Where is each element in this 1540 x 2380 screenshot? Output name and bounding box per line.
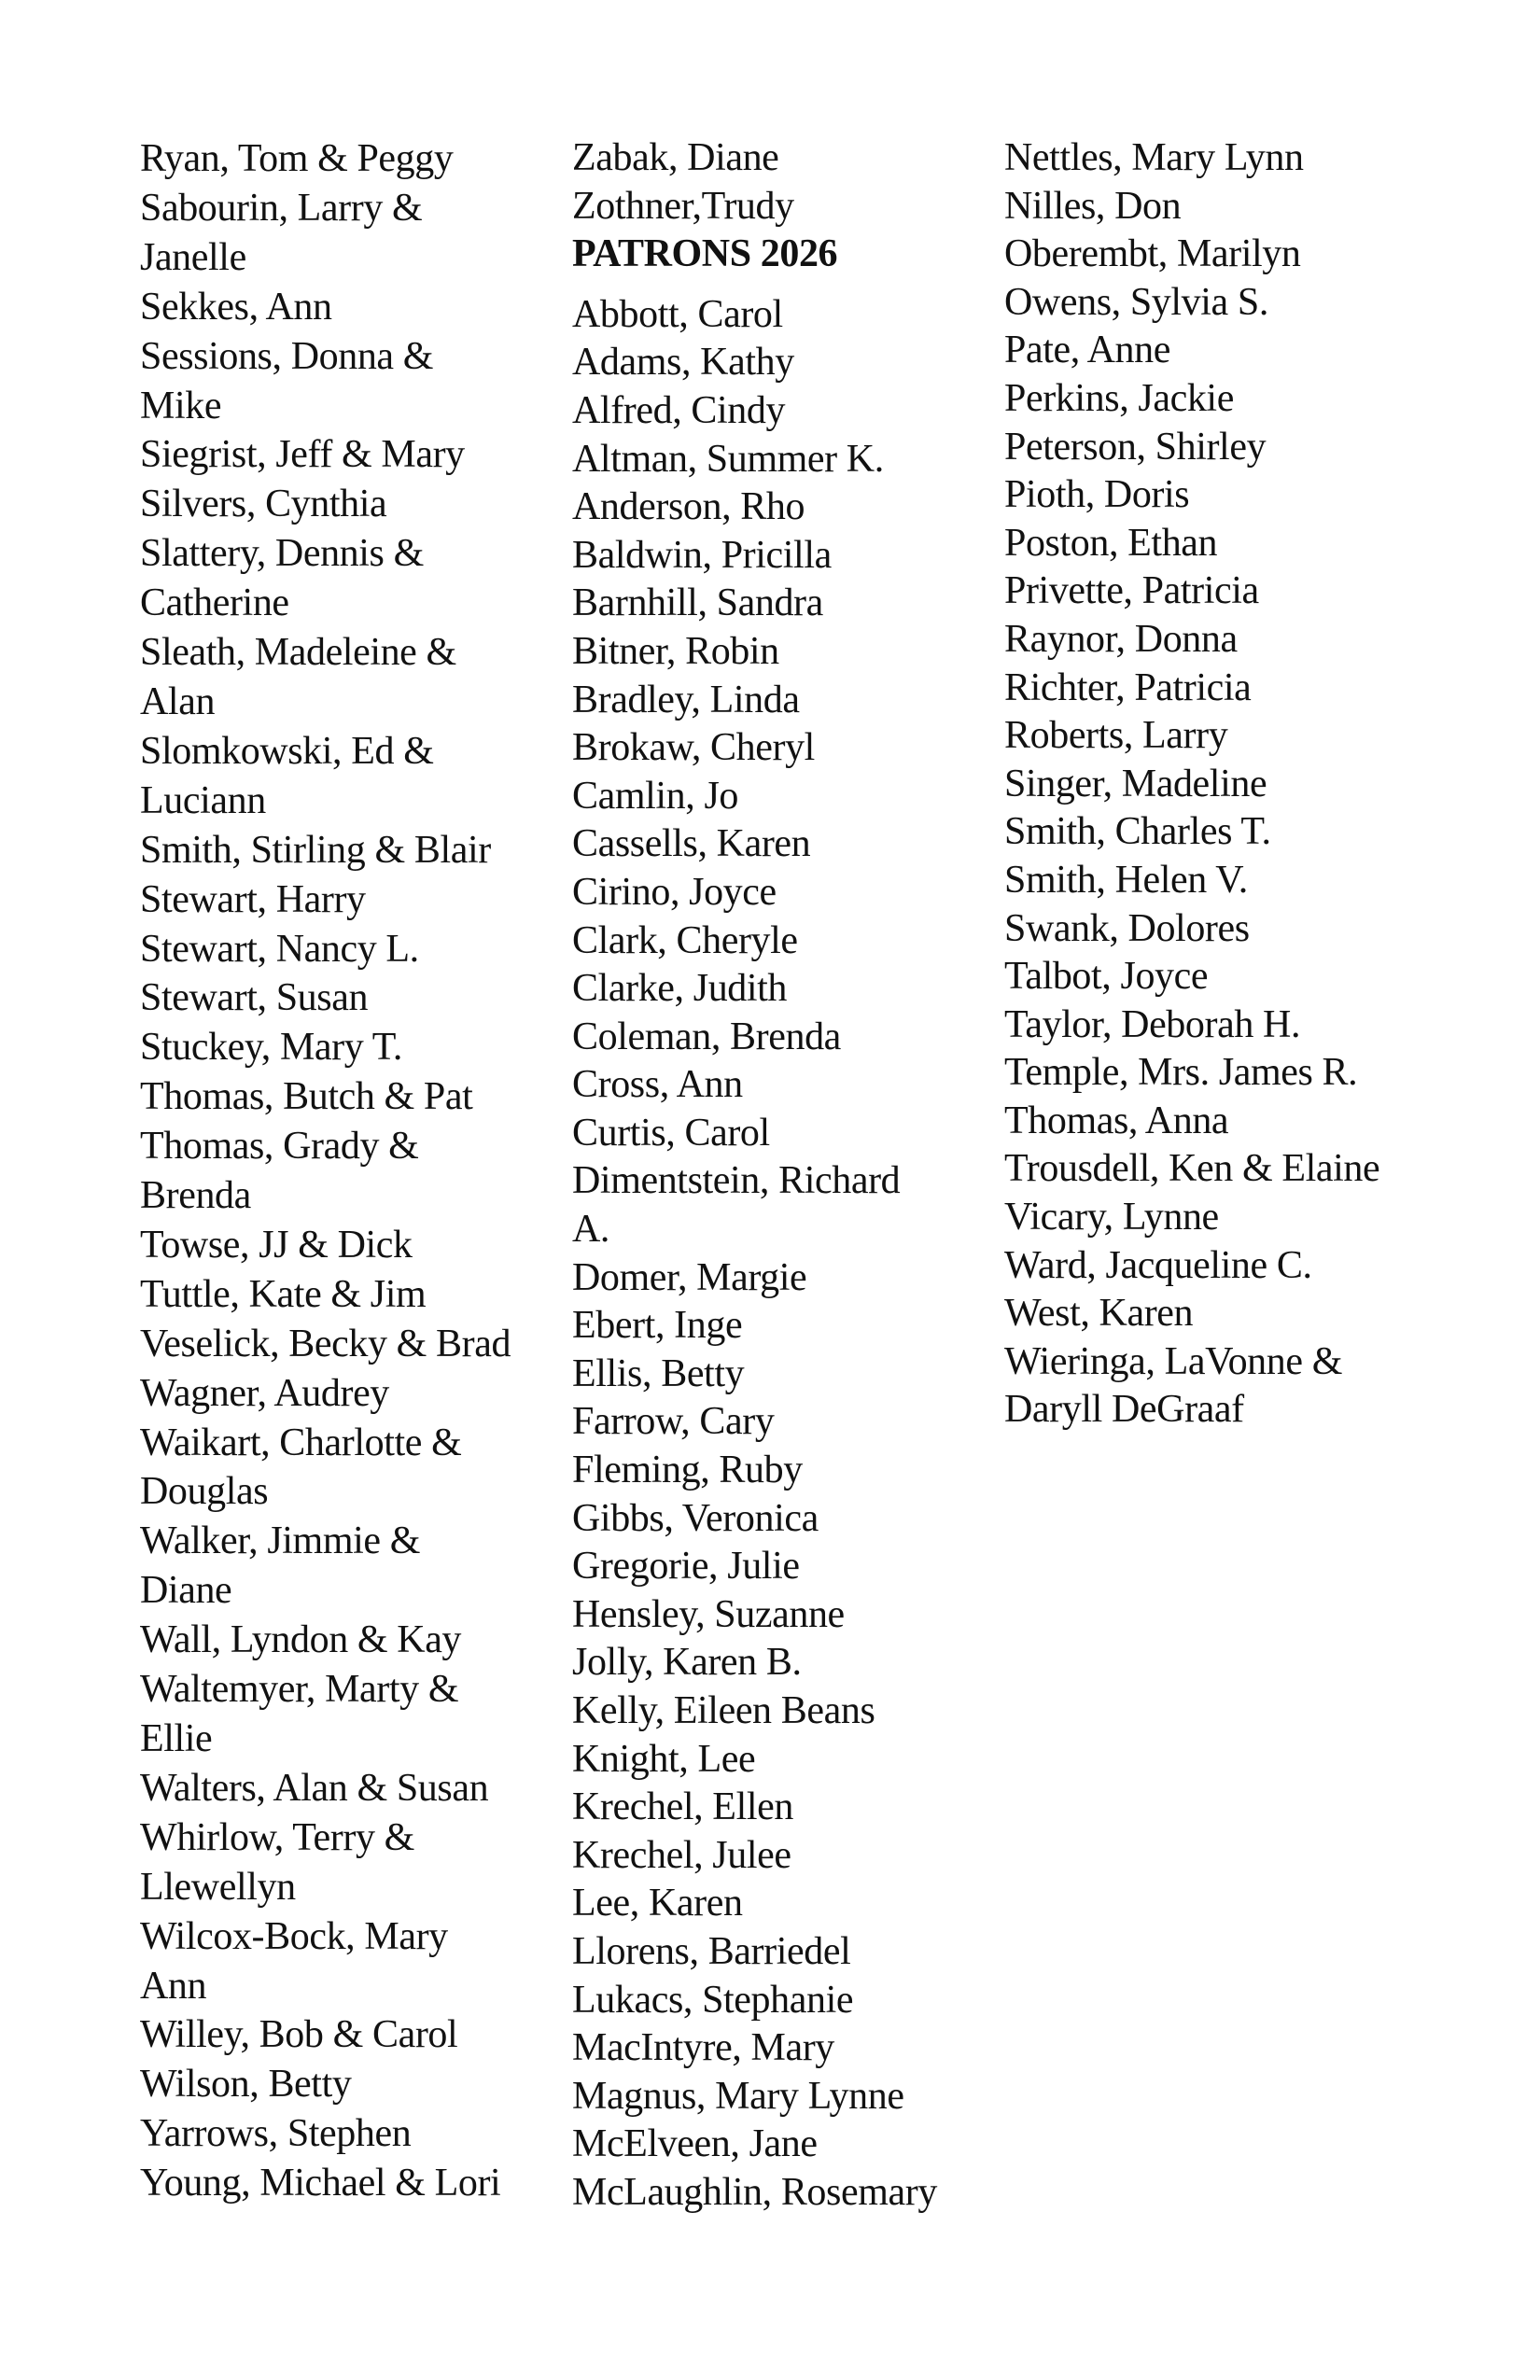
donor-name: Jolly, Karen B. bbox=[572, 1641, 802, 1685]
donor-name: Peterson, Shirley bbox=[1004, 425, 1267, 469]
donor-name: Siegrist, Jeff & Mary bbox=[140, 433, 465, 477]
donor-name: Sessions, Donna & bbox=[140, 334, 434, 378]
donor-name: Clark, Cheryle bbox=[572, 918, 798, 962]
donor-name: Curtis, Carol bbox=[572, 1111, 770, 1155]
donor-name: Cirino, Joyce bbox=[572, 870, 777, 914]
donor-name: Llorens, Barriedel bbox=[572, 1929, 851, 1973]
donor-name: Domer, Margie bbox=[572, 1255, 807, 1299]
donor-name: Wagner, Audrey bbox=[140, 1371, 389, 1415]
donor-name: Daryll DeGraaf bbox=[1004, 1388, 1244, 1432]
donor-name: West, Karen bbox=[1004, 1292, 1194, 1336]
donor-name: Alfred, Cindy bbox=[572, 388, 786, 432]
donor-name: Bitner, Robin bbox=[572, 629, 779, 673]
donor-name: Yarrows, Stephen bbox=[140, 2112, 412, 2156]
donor-name: McElveen, Jane bbox=[572, 2122, 818, 2166]
donor-name: Lukacs, Stephanie bbox=[572, 1978, 854, 2022]
donor-name: Mike bbox=[140, 384, 222, 427]
donor-name: Temple, Mrs. James R. bbox=[1004, 1051, 1358, 1095]
donor-name: Ebert, Inge bbox=[572, 1304, 743, 1348]
donor-name: Nilles, Don bbox=[1004, 184, 1182, 228]
donor-name: Kelly, Eileen Beans bbox=[572, 1689, 875, 1732]
donor-name: Wilcox-Bock, Mary bbox=[140, 1914, 448, 1958]
donor-name: Willey, Bob & Carol bbox=[140, 2013, 458, 2057]
donor-name: Silvers, Cynthia bbox=[140, 483, 387, 526]
donor-name: Richter, Patricia bbox=[1004, 665, 1252, 709]
donor-name: Luciann bbox=[140, 778, 266, 822]
donor-name: Poston, Ethan bbox=[1004, 521, 1218, 565]
donor-name: Sleath, Madeleine & bbox=[140, 631, 456, 675]
donor-name: Zabak, Diane bbox=[572, 136, 779, 179]
donor-name: Krechel, Ellen bbox=[572, 1785, 793, 1829]
donor-name: Swank, Dolores bbox=[1004, 906, 1250, 950]
donor-name: Whirlow, Terry & bbox=[140, 1815, 414, 1859]
donor-name: Douglas bbox=[140, 1470, 269, 1514]
donor-name: Gibbs, Veronica bbox=[572, 1496, 819, 1540]
donor-name: Dimentstein, Richard bbox=[572, 1159, 901, 1203]
donor-name: Wilson, Betty bbox=[140, 2063, 352, 2107]
donor-name: Alan bbox=[140, 679, 216, 723]
donor-name: Cross, Ann bbox=[572, 1063, 743, 1107]
donor-name: McLaughlin, Rosemary bbox=[572, 2170, 937, 2214]
donor-name: Clarke, Judith bbox=[572, 967, 788, 1011]
donor-name: Farrow, Cary bbox=[572, 1400, 775, 1444]
donor-name: Ann bbox=[140, 1964, 207, 2008]
donor-name: Tuttle, Kate & Jim bbox=[140, 1272, 427, 1316]
donor-name: Smith, Charles T. bbox=[1004, 810, 1271, 854]
donor-name: Pioth, Doris bbox=[1004, 473, 1190, 517]
donor-name: Stewart, Nancy L. bbox=[140, 927, 419, 971]
donor-name: Catherine bbox=[140, 581, 289, 625]
donor-name: Owens, Sylvia S. bbox=[1004, 280, 1268, 324]
donor-name: Slattery, Dennis & bbox=[140, 532, 424, 576]
donor-name: Smith, Helen V. bbox=[1004, 858, 1248, 902]
donor-name: Diane bbox=[140, 1569, 232, 1613]
donor-name: Oberembt, Marilyn bbox=[1004, 232, 1301, 276]
donor-name: Krechel, Julee bbox=[572, 1833, 791, 1877]
donor-name: Thomas, Butch & Pat bbox=[140, 1075, 473, 1119]
donor-name: Sekkes, Ann bbox=[140, 285, 332, 329]
donor-name: Waltemyer, Marty & bbox=[140, 1668, 459, 1712]
donor-name: Trousdell, Ken & Elaine bbox=[1004, 1147, 1380, 1191]
donor-name: Hensley, Suzanne bbox=[572, 1592, 845, 1636]
donor-name: Camlin, Jo bbox=[572, 774, 739, 818]
donor-name: Veselick, Becky & Brad bbox=[140, 1322, 511, 1365]
donor-list-column-3 bbox=[1004, 134, 1379, 1435]
donor-name: Slomkowski, Ed & bbox=[140, 729, 434, 773]
donor-name: Zothner,Trudy bbox=[572, 184, 794, 228]
donor-name: Stewart, Harry bbox=[140, 877, 366, 921]
donor-name: Wall, Lyndon & Kay bbox=[140, 1618, 462, 1662]
donor-name: Thomas, Grady & bbox=[140, 1125, 419, 1169]
donor-name: Thomas, Anna bbox=[1004, 1099, 1229, 1142]
donor-list-column-2 bbox=[572, 134, 937, 2218]
donor-name: Towse, JJ & Dick bbox=[140, 1223, 413, 1267]
donor-name: Ryan, Tom & Peggy bbox=[140, 137, 454, 180]
donor-name: Sabourin, Larry & bbox=[140, 186, 423, 230]
donor-name: Magnus, Mary Lynne bbox=[572, 2074, 904, 2118]
donor-name: Brokaw, Cheryl bbox=[572, 726, 815, 770]
section-heading: PATRONS 2026 bbox=[572, 232, 838, 276]
donor-name: Janelle bbox=[140, 235, 246, 279]
donor-name: Adams, Kathy bbox=[572, 341, 794, 385]
donor-name: Waikart, Charlotte & bbox=[140, 1421, 462, 1464]
donor-name: Talbot, Joyce bbox=[1004, 955, 1209, 999]
donor-name: Baldwin, Pricilla bbox=[572, 533, 832, 577]
donor-name: Altman, Summer K. bbox=[572, 437, 884, 481]
donor-name: Privette, Patricia bbox=[1004, 569, 1259, 613]
donor-name: Singer, Madeline bbox=[1004, 762, 1267, 805]
donor-name: Walker, Jimmie & bbox=[140, 1519, 420, 1563]
donor-name: Roberts, Larry bbox=[1004, 714, 1228, 758]
donor-name: Taylor, Deborah H. bbox=[1004, 1002, 1301, 1046]
donor-name: Raynor, Donna bbox=[1004, 617, 1238, 661]
donor-name: Stuckey, Mary T. bbox=[140, 1026, 402, 1070]
donor-name: Pate, Anne bbox=[1004, 329, 1170, 372]
donor-name: Walters, Alan & Susan bbox=[140, 1766, 489, 1810]
donor-name: Anderson, Rho bbox=[572, 485, 805, 529]
donor-name: Abbott, Carol bbox=[572, 292, 783, 336]
donor-name: Lee, Karen bbox=[572, 1882, 743, 1925]
donor-name: Barnhill, Sandra bbox=[572, 581, 823, 625]
donor-name: Young, Michael & Lori bbox=[140, 2162, 501, 2205]
donor-name: Ellie bbox=[140, 1717, 213, 1760]
donor-name: Coleman, Brenda bbox=[572, 1015, 841, 1058]
donor-name: Ward, Jacqueline C. bbox=[1004, 1243, 1312, 1287]
donor-name: A. bbox=[572, 1208, 610, 1252]
donor-name: Brenda bbox=[140, 1174, 251, 1218]
donor-list-column-1 bbox=[140, 134, 511, 2208]
donor-name: Vicary, Lynne bbox=[1004, 1196, 1219, 1239]
donor-name: Smith, Stirling & Blair bbox=[140, 828, 491, 872]
donor-name: Perkins, Jackie bbox=[1004, 376, 1234, 420]
donor-name: Llewellyn bbox=[140, 1865, 296, 1909]
donor-name: MacIntyre, Mary bbox=[572, 2026, 834, 2070]
donor-name: Gregorie, Julie bbox=[572, 1545, 800, 1589]
donor-name: Stewart, Susan bbox=[140, 976, 369, 1020]
donor-name: Wieringa, LaVonne & bbox=[1004, 1339, 1342, 1383]
donor-name: Fleming, Ruby bbox=[572, 1449, 803, 1492]
donor-name: Nettles, Mary Lynn bbox=[1004, 136, 1304, 179]
donor-name: Ellis, Betty bbox=[572, 1351, 745, 1395]
donor-name: Cassells, Karen bbox=[572, 822, 811, 866]
donor-name: Knight, Lee bbox=[572, 1737, 756, 1781]
donor-name: Bradley, Linda bbox=[572, 678, 800, 721]
